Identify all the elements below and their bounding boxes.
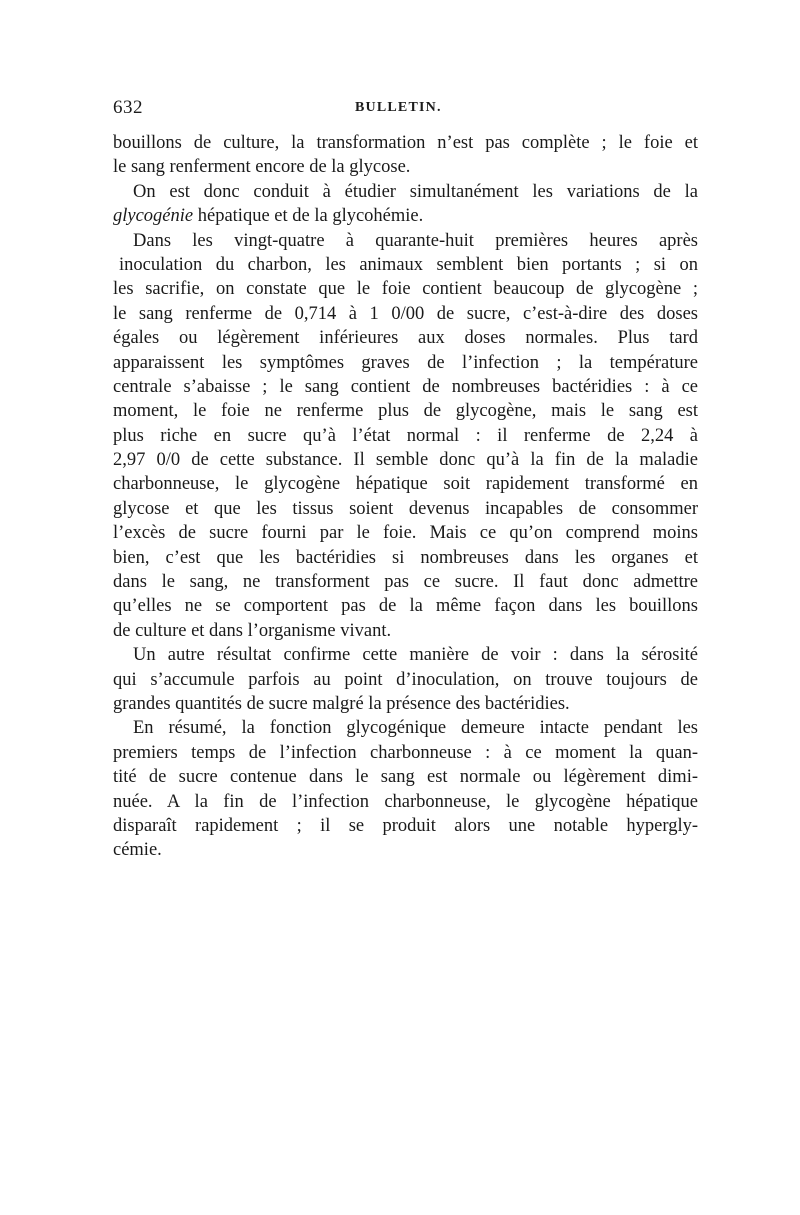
text-line: les sacrifie, on constate que le foie contient beaucoup de glycogène ; [113, 279, 698, 300]
text-line: grandes quantités de sucre malgré la présence des bactéridies. [113, 693, 570, 714]
body-text [113, 131, 698, 863]
text-line: qui s’accumule parfois au point d’inoculation, on trouve toujours de [113, 669, 698, 690]
text-line: glycose et que les tissus soient devenus incapables de consommer [113, 498, 698, 519]
text-line: inoculation du charbon, les animaux semblent bien portants ; si on [119, 254, 698, 275]
text-line-rest: hépatique et de la glycohémie. [197, 206, 424, 227]
text-line: 2,97 0/0 de cette substance. Il semble donc qu’à la fin de la maladie [113, 450, 698, 471]
text-line: On est donc conduit à étudier simultanément les variations de la [133, 181, 698, 202]
text-line: charbonneuse, le glycogène hépatique soit rapidement transformé en [113, 474, 698, 495]
text-line: égales ou légèrement inférieures aux doses normales. Plus tard [113, 328, 698, 349]
paragraph-2 [113, 180, 698, 229]
paragraph-1 [113, 131, 698, 180]
text-line: cémie. [113, 840, 162, 861]
text-line: apparaissent les symptômes graves de l’infection ; la température [113, 352, 698, 373]
text-line: le sang renferme de 0,714 à 1 0/00 de sucre, c’est-à-dire des doses [113, 303, 698, 324]
text-line: bien, c’est que les bactéridies si nombreuses dans les organes et [113, 547, 698, 568]
text-line: nuée. A la fin de l’infection charbonneuse, le glycogène hépatique [113, 791, 698, 812]
text-line: premiers temps de l’infection charbonneuse : à ce moment la quan- [113, 742, 698, 763]
italic-term: glycogénie [113, 206, 194, 227]
text-line: disparaît rapidement ; il se produit alors une notable hypergly- [113, 815, 698, 836]
text-line: centrale s’abaisse ; le sang contient de nombreuses bactéridies : à ce [113, 376, 698, 397]
text-line: moment, le foie ne renferme plus de glycogène, mais le sang est [113, 401, 698, 422]
text-line: bouillons de culture, la transformation n’est pas complète ; le foie et [113, 133, 698, 153]
text-line: Dans les vingt-quatre à quarante-huit premières heures après [133, 230, 698, 251]
page-header [113, 97, 698, 121]
text-line: tité de sucre contenue dans le sang est normale ou légèrement dimi- [113, 767, 698, 788]
text-line: de culture et dans l’organisme vivant. [113, 620, 392, 641]
text-line [113, 204, 698, 228]
page-number: 632 [113, 97, 143, 118]
text-line: dans le sang, ne transforment pas ce sucre. Il faut donc admettre [113, 572, 698, 593]
text-line: Un autre résultat confirme cette manière de voir : dans la sérosité [133, 645, 698, 666]
text-line: le sang renferment encore de la glycose. [113, 157, 411, 178]
text-line: l’excès de sucre fourni par le foie. Mais ce qu’on comprend moins [113, 523, 698, 544]
running-head: BULLETIN. [355, 100, 442, 115]
text-line: qu’elles ne se comportent pas de la même façon dans les bouillons [113, 596, 698, 617]
text-line: plus riche en sucre qu’à l’état normal : il renferme de 2,24 à [113, 425, 698, 446]
paragraph-5 [113, 716, 698, 862]
text-line: En résumé, la fonction glycogénique demeure intacte pendant les [133, 718, 698, 739]
paragraph-3 [113, 229, 698, 644]
paragraph-4 [113, 643, 698, 716]
